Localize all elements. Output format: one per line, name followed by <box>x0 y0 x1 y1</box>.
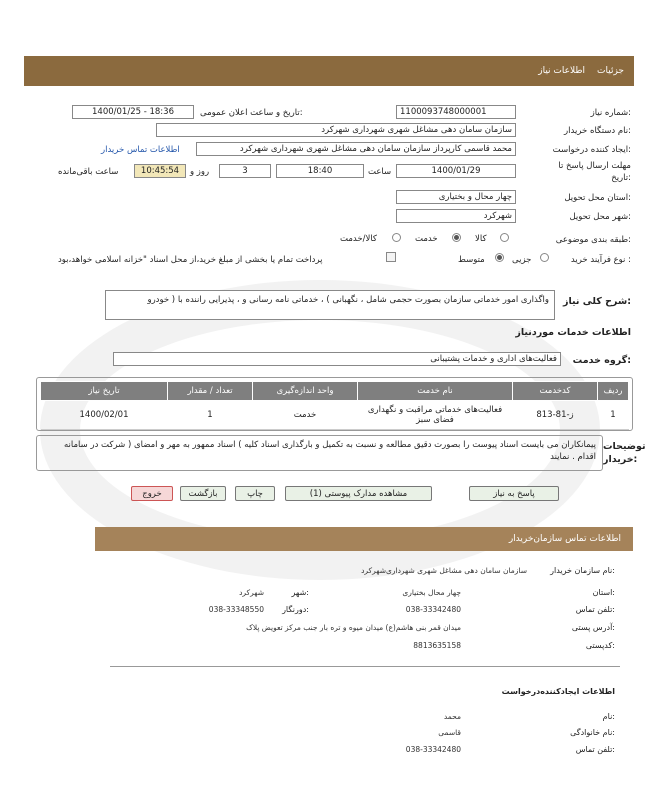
buyer-org-field: سازمان سامان دهی مشاغل شهری شهرداری شهرکرد <box>156 123 516 137</box>
contact-phone-value: 038-33342480 <box>405 605 461 614</box>
category-goods-label: کالا <box>475 234 487 244</box>
buyer-org-label: نام دستگاه خریدار: <box>564 126 631 136</box>
col-service-name: نام خدمت <box>358 382 513 401</box>
category-service-label: خدمت <box>415 234 438 244</box>
exit-button[interactable]: خروج <box>131 486 173 501</box>
services-title: اطلاعات خدمات موردنیاز <box>515 327 631 338</box>
creator-family-label: نام خانوادگی: <box>570 728 615 737</box>
col-service-code: کدخدمت <box>513 382 598 401</box>
print-button[interactable]: چاپ <box>235 486 275 501</box>
deadline-time-field: 18:40 <box>276 164 364 178</box>
contact-fax-value: 038-33348550 <box>208 605 264 614</box>
col-quantity: تعداد / مقدار <box>168 382 253 401</box>
contact-postal-label: کدپستی: <box>585 641 615 650</box>
cell-service-name: فعالیت‌های خدماتی مراقبت و نگهداری فضای سبز <box>358 401 513 430</box>
creator-name-value: محمد <box>443 712 461 721</box>
process-minor-label: جزیی <box>512 255 532 265</box>
contact-phone-label: تلفن تماس: <box>575 605 615 614</box>
need-number-label: شماره نیاز: <box>590 108 631 118</box>
cell-unit: خدمت <box>253 401 358 430</box>
announce-label: تاریخ و ساعت اعلان عمومی: <box>200 108 303 118</box>
remaining-label: ساعت باقی‌مانده <box>58 167 119 177</box>
contact-org-label: نام سازمان خریدار: <box>550 566 615 575</box>
buyer-notes-label: توضیحات خریدار: <box>603 441 646 465</box>
creator-phone-label: تلفن تماس: <box>575 745 615 754</box>
contact-org-value: سازمان سامان دهی مشاغل شهری شهرداری‌شهرکرد <box>361 566 527 575</box>
deadline-time-label: ساعت <box>368 167 392 177</box>
creator-family-value: قاسمی <box>438 728 461 737</box>
treasury-payment-checkbox[interactable] <box>386 252 396 262</box>
remaining-time-field: 10:45:54 <box>134 164 186 178</box>
contact-fax-label: دورنگار: <box>282 605 309 614</box>
page-header-bar <box>24 56 634 86</box>
creator-field: محمد قاسمی کارپرداز سازمان سامان دهی مشاغل شهری شهرداری شهرکرد <box>196 142 516 156</box>
category-radio-goods[interactable] <box>500 233 509 245</box>
contact-section-header: اطلاعات تماس سازمان‌خریدار <box>95 527 633 551</box>
view-attachments-button[interactable]: مشاهده مدارک پیوستی (1) <box>285 486 432 501</box>
contact-city-value: شهرکرد <box>239 588 264 597</box>
services-table <box>40 381 629 430</box>
col-unit: واحد اندازه‌گیری <box>253 382 358 401</box>
tab-need-info[interactable]: اطلاعات نیاز <box>538 66 586 76</box>
city-label: شهر محل تحویل: <box>569 212 631 222</box>
treasury-payment-note: پرداخت تمام یا بخشی از مبلغ خرید،از محل اسناد "خزانه اسلامی خواهد،بود <box>58 255 323 265</box>
category-goods-service-label: کالا/خدمت <box>340 234 377 244</box>
contact-postal-value: 8813635158 <box>413 641 461 650</box>
contact-city-label: شهر: <box>291 588 309 597</box>
respond-button[interactable]: پاسخ به نیاز <box>469 486 559 501</box>
contact-divider <box>110 666 620 667</box>
contact-province-value: چهار محال بختیاری <box>402 588 461 597</box>
process-radio-minor[interactable] <box>540 253 549 265</box>
service-group-label: گروه خدمت: <box>572 355 631 366</box>
process-label: نوع فرآیند خرید : <box>570 255 631 265</box>
table-row <box>41 401 629 430</box>
service-group-field: فعالیت‌های اداری و خدمات پشتیبانی <box>113 352 561 366</box>
process-medium-label: متوسط <box>458 255 485 265</box>
back-button[interactable]: بازگشت <box>180 486 226 501</box>
announce-field: 1400/01/25 - 18:36 <box>72 105 194 119</box>
days-label: روز و <box>190 167 210 177</box>
need-number-field: 1100093748000001 <box>396 105 516 119</box>
services-table-frame <box>36 377 633 431</box>
cell-quantity: 1 <box>168 401 253 430</box>
contact-province-label: استان: <box>592 588 615 597</box>
category-label: طبقه بندی موضوعی: <box>555 235 631 245</box>
buyer-notes-text: پیمانکاران می بایست اسناد پیوست را بصورت دقیق مطالعه و نسبت به تکمیل و بارگذاری اسناد کلیه ) اسناد ممهور به مهر و امضای ( شرکت در سامانه اقدام . نمایند <box>36 435 603 471</box>
creator-info-title: اطلاعات ایجادکننده‌درخواست <box>501 687 615 696</box>
table-header-row <box>41 382 629 401</box>
tab-details[interactable]: جزئیات <box>597 66 624 76</box>
creator-label: ایجاد کننده درخواست: <box>552 145 631 155</box>
category-radio-goods-service[interactable] <box>392 233 401 245</box>
col-row: ردیف <box>598 382 629 401</box>
province-label: استان محل تحویل: <box>564 193 631 203</box>
province-field: چهار محال و بختیاری <box>396 190 516 204</box>
col-need-date: تاریخ نیاز <box>41 382 168 401</box>
creator-phone-value: 038-33342480 <box>405 745 461 754</box>
description-label: شرح کلی نیاز: <box>562 296 631 307</box>
category-radio-service[interactable] <box>452 233 461 245</box>
contact-address-label: آدرس پستی: <box>571 623 615 632</box>
cell-row: 1 <box>598 401 629 430</box>
creator-name-label: نام: <box>602 712 615 721</box>
cell-service-code: ز-81-813 <box>513 401 598 430</box>
process-radio-medium[interactable] <box>495 253 504 265</box>
buyer-contact-link[interactable]: اطلاعات تماس خریدار <box>101 145 180 155</box>
contact-address-value: میدان قمر بنی هاشم(ع) میدان میوه و تره بار جنب مرکز تعویض پلاک <box>246 623 461 632</box>
days-field: 3 <box>219 164 271 178</box>
cell-need-date: 1400/02/01 <box>41 401 168 430</box>
city-field: شهرکرد <box>396 209 516 223</box>
deadline-date-field: 1400/01/29 <box>396 164 516 178</box>
deadline-label: مهلت ارسال پاسخ تا تاریخ: <box>558 161 631 183</box>
description-text: واگذاری امور خدماتی سازمان بصورت حجمی شامل ، نگهبانی ) ، خدماتی نامه رسانی و ، پذیرایی راننده با ( خودرو <box>105 290 555 320</box>
